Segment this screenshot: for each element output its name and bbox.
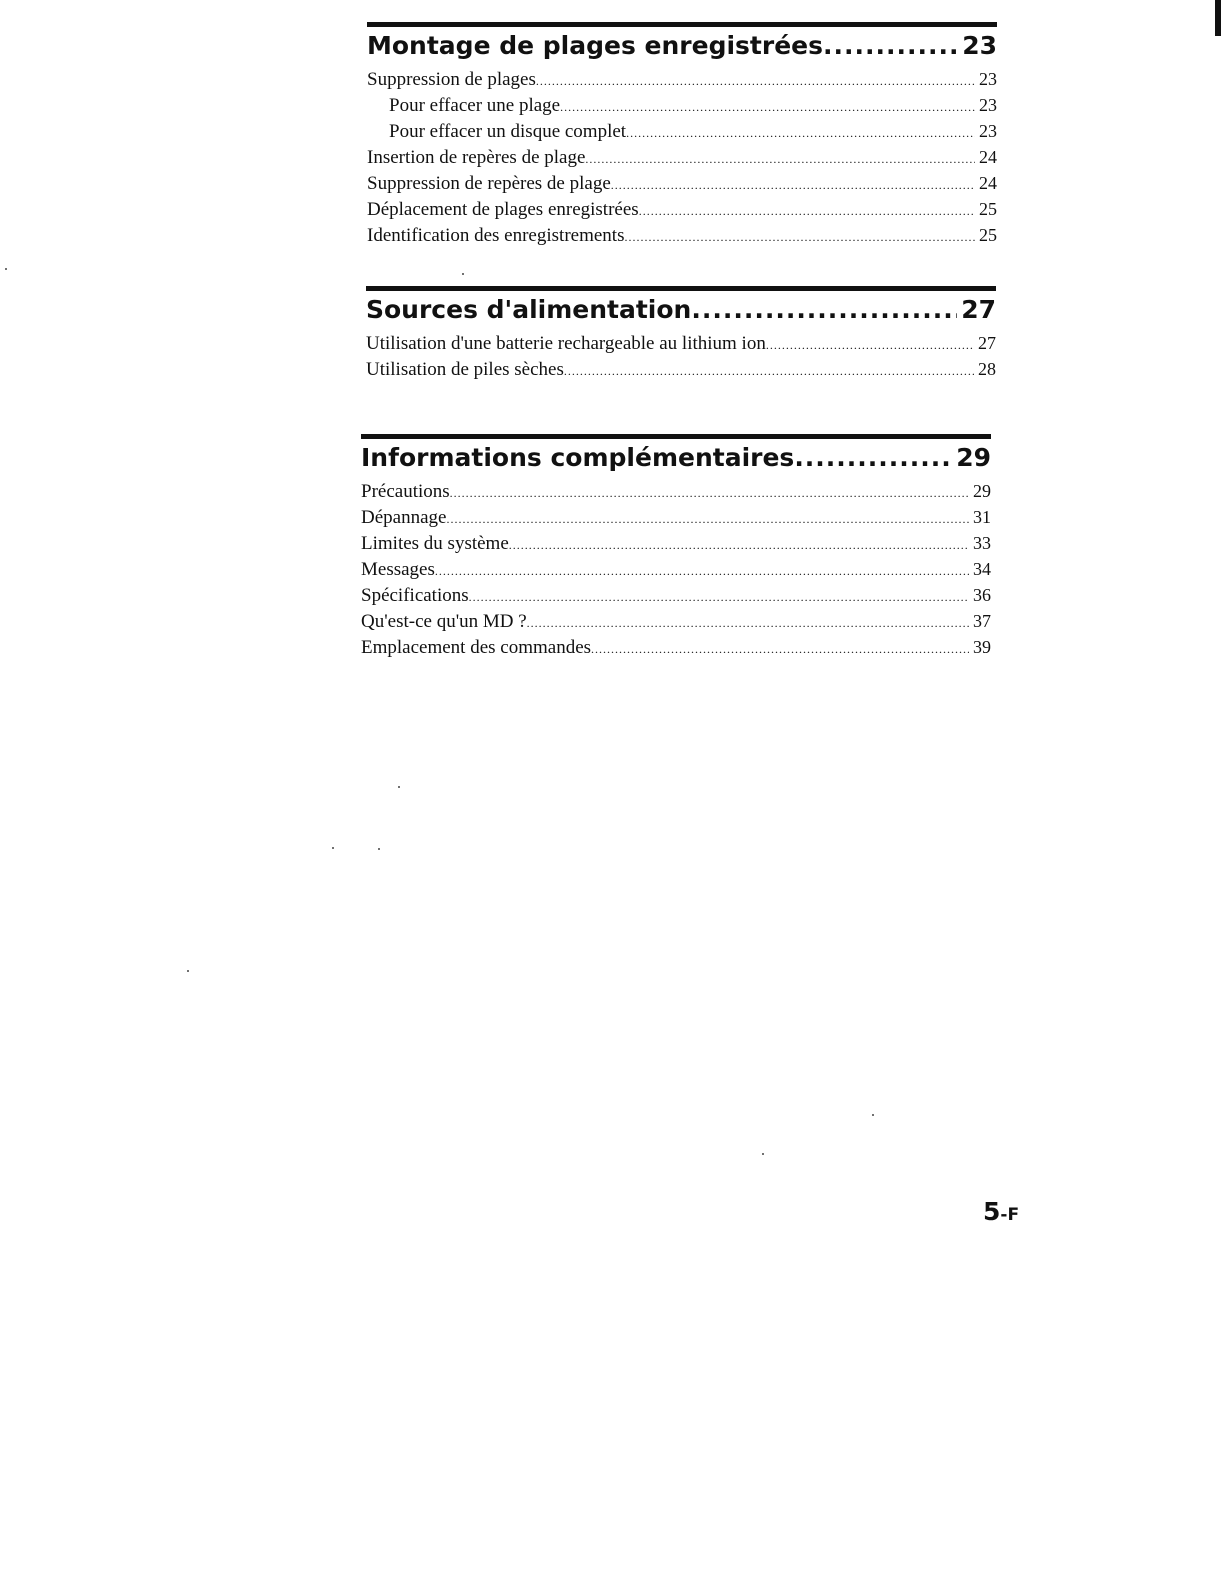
dot-leader bbox=[624, 225, 975, 249]
toc-entry bbox=[367, 145, 997, 171]
toc-entry bbox=[366, 331, 996, 357]
toc-entry-label: Déplacement de plages enregistrées bbox=[367, 199, 639, 220]
toc-entry-page: 23 bbox=[979, 95, 997, 115]
dot-leader bbox=[626, 121, 975, 145]
toc-entry bbox=[366, 357, 996, 383]
section-heading bbox=[361, 443, 991, 473]
toc-entry-label: Pour effacer une plage bbox=[389, 95, 561, 116]
toc-entry-page: 31 bbox=[973, 507, 991, 527]
toc-entry-page: 25 bbox=[979, 225, 997, 245]
toc-entry-list bbox=[366, 331, 996, 383]
section-heading bbox=[367, 31, 997, 61]
section-title: Informations complémentaires bbox=[361, 443, 795, 472]
dot-leader bbox=[560, 95, 975, 119]
toc-entry-label: Suppression de plages bbox=[367, 69, 536, 90]
scan-speck bbox=[187, 970, 189, 972]
section-rule bbox=[367, 22, 997, 27]
toc-entry-page: 27 bbox=[978, 333, 996, 353]
toc-entry-label: Utilisation de piles sèches bbox=[366, 359, 564, 380]
toc-entry bbox=[367, 223, 997, 249]
scan-speck bbox=[5, 268, 7, 270]
scan-speck bbox=[398, 786, 400, 788]
toc-entry-list bbox=[361, 479, 991, 661]
toc-entry bbox=[361, 557, 991, 583]
section-page-number: 27 bbox=[961, 295, 996, 324]
toc-entry-page: 36 bbox=[973, 585, 991, 605]
dot-leader bbox=[435, 559, 969, 583]
margin-edge-mark bbox=[1215, 0, 1221, 36]
toc-entry bbox=[367, 197, 997, 223]
dot-leader bbox=[691, 295, 957, 325]
dot-leader bbox=[469, 585, 969, 609]
dot-leader bbox=[585, 147, 975, 171]
toc-entry bbox=[367, 67, 997, 93]
scan-speck bbox=[462, 273, 464, 275]
scan-speck bbox=[872, 1114, 874, 1116]
section-page-number: 23 bbox=[962, 31, 997, 60]
dot-leader bbox=[591, 637, 969, 661]
toc-section-informations bbox=[361, 434, 991, 661]
toc-entry-label: Identification des enregistrements bbox=[367, 225, 625, 246]
toc-entry-label: Précautions bbox=[361, 481, 450, 502]
toc-entry-page: 23 bbox=[979, 69, 997, 89]
toc-entry-page: 25 bbox=[979, 199, 997, 219]
toc-entry-page: 28 bbox=[978, 359, 996, 379]
dot-leader bbox=[450, 481, 969, 505]
toc-entry bbox=[361, 531, 991, 557]
toc-entry bbox=[361, 609, 991, 635]
dot-leader bbox=[509, 533, 969, 557]
toc-entry-list bbox=[367, 67, 997, 249]
dot-leader bbox=[639, 199, 975, 223]
toc-entry-label: Emplacement des commandes bbox=[361, 637, 592, 658]
scan-speck bbox=[378, 848, 380, 850]
toc-entry-label: Qu'est-ce qu'un MD ? bbox=[361, 611, 527, 632]
section-rule bbox=[366, 286, 996, 291]
toc-entry bbox=[361, 635, 991, 661]
scan-speck bbox=[332, 847, 334, 849]
page-number bbox=[983, 1197, 1019, 1226]
dot-leader bbox=[527, 611, 969, 635]
section-title: Montage de plages enregistrées bbox=[367, 31, 824, 60]
dot-leader bbox=[794, 443, 952, 473]
toc-entry bbox=[361, 479, 991, 505]
dot-leader bbox=[823, 31, 958, 61]
toc-entry-label: Dépannage bbox=[361, 507, 447, 528]
dot-leader bbox=[536, 69, 975, 93]
toc-entry-page: 34 bbox=[973, 559, 991, 579]
toc-entry bbox=[367, 171, 997, 197]
toc-entry-page: 24 bbox=[979, 173, 997, 193]
toc-entry-label: Insertion de repères de plage bbox=[367, 147, 586, 168]
toc-entry-page: 37 bbox=[973, 611, 991, 631]
toc-entry-page: 24 bbox=[979, 147, 997, 167]
section-page-number: 29 bbox=[956, 443, 991, 472]
toc-entry bbox=[367, 119, 997, 145]
toc-entry-label: Utilisation d'une batterie rechargeable au lithium ion bbox=[366, 333, 766, 354]
toc-section-alimentation bbox=[366, 286, 996, 383]
toc-entry-page: 33 bbox=[973, 533, 991, 553]
toc-entry-page: 29 bbox=[973, 481, 991, 501]
section-rule bbox=[361, 434, 991, 439]
toc-entry-page: 23 bbox=[979, 121, 997, 141]
section-heading bbox=[366, 295, 996, 325]
page-number-suffix: -F bbox=[1000, 1205, 1020, 1225]
section-title: Sources d'alimentation bbox=[366, 295, 692, 324]
toc-entry-label: Messages bbox=[361, 559, 435, 580]
scan-speck bbox=[762, 1153, 764, 1155]
toc-entry bbox=[367, 93, 997, 119]
dot-leader bbox=[446, 507, 969, 531]
dot-leader bbox=[564, 359, 974, 383]
dot-leader bbox=[766, 333, 974, 357]
toc-section-montage bbox=[367, 22, 997, 249]
toc-entry-page: 39 bbox=[973, 637, 991, 657]
toc-entry-label: Suppression de repères de plage bbox=[367, 173, 611, 194]
toc-entry bbox=[361, 583, 991, 609]
toc-entry-label: Spécifications bbox=[361, 585, 469, 606]
toc-entry-label: Pour effacer un disque complet bbox=[389, 121, 627, 142]
toc-entry-label: Limites du système bbox=[361, 533, 509, 554]
toc-entry bbox=[361, 505, 991, 531]
dot-leader bbox=[611, 173, 975, 197]
page-number-value: 5 bbox=[983, 1197, 1001, 1226]
